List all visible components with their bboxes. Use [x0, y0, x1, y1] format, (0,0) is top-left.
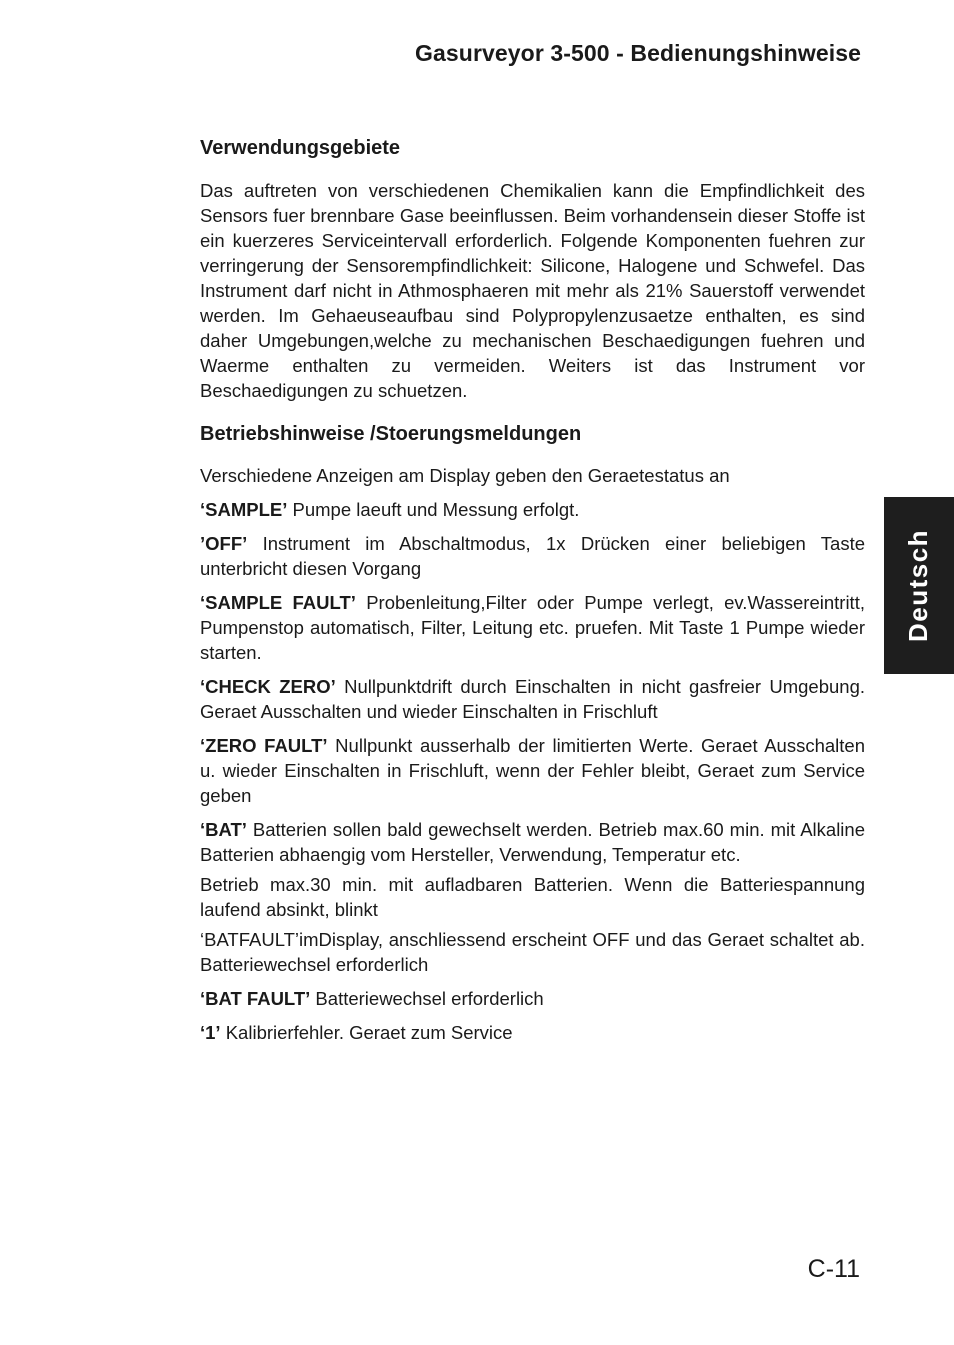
status-entry-check-zero	[200, 674, 865, 724]
status-description: ‘BATFAULT’imDisplay, anschliessend erscheint OFF und das Geraet schaltet ab. Batteriewechsel erforderlich	[200, 929, 865, 975]
status-description: Nullpunktdrift durch Einschalten in nicht gasfreier Umgebung. Geraet Ausschalten und wieder Einschalten in Frischluft	[200, 676, 866, 722]
page-header-title: Gasurveyor 3-500 - Bedienungshinweise	[415, 40, 861, 66]
status-label: ‘ZERO FAULT’	[200, 735, 328, 756]
main-content	[200, 134, 865, 1054]
status-entry-sample	[200, 497, 865, 522]
status-entry-off	[200, 531, 865, 581]
status-label: ‘BAT’	[200, 819, 247, 840]
status-description: Pumpe laeuft und Messung erfolgt.	[287, 499, 580, 520]
status-entry-calibration	[200, 1020, 865, 1045]
status-entry-bat-fault	[200, 986, 865, 1011]
status-entry-bat-rechargeable	[200, 872, 865, 922]
status-entry-bat	[200, 817, 865, 867]
status-description: Nullpunkt ausserhalb der limitierten Werte. Geraet Ausschalten u. wieder Einschalten in Frischluft, wenn der Fehler bleibt, Geraet zum Service geben	[200, 735, 865, 806]
status-description: Kalibrierfehler. Geraet zum Service	[220, 1022, 513, 1043]
status-description: Probenleitung,Filter oder Pumpe verlegt, ev.Wassereintritt, Pumpenstop automatisch, Filter, Leitung etc. pruefen. Mit Taste 1 Pumpe wieder starten.	[200, 592, 865, 663]
status-description: Batteriewechsel erforderlich	[310, 988, 544, 1009]
page-number: C-11	[807, 1255, 860, 1283]
status-description: Instrument im Abschaltmodus, 1x Drücken einer beliebigen Taste unterbricht diesen Vorgang	[200, 533, 865, 579]
status-label: ‘1’	[200, 1022, 221, 1043]
status-entry-batfault-display	[200, 927, 865, 977]
section-heading-verwendungsgebiete: Verwendungsgebiete	[200, 137, 401, 159]
status-label: ‘SAMPLE FAULT’	[200, 592, 356, 613]
status-intro-text: Verschiedene Anzeigen am Display geben den Geraetestatus an	[200, 465, 730, 486]
status-label: ‘CHECK ZERO’	[200, 676, 336, 697]
status-description: Betrieb max.30 min. mit aufladbaren Batterien. Wenn die Batteriespannung laufend absinkt, blinkt	[200, 874, 865, 920]
section-heading-betriebshinweise: Betriebshinweise /Stoerungsmeldungen	[200, 423, 582, 445]
status-entry-sample-fault	[200, 590, 865, 665]
status-entry-zero-fault	[200, 733, 865, 808]
status-description: Batterien sollen bald gewechselt werden. Betrieb max.60 min. mit Alkaline Batterien abhaengig vom Hersteller, Verwendung, Temperatur etc.	[200, 819, 865, 865]
status-label: ‘BAT FAULT’	[200, 988, 311, 1009]
section-body-verwendungsgebiete: Das auftreten von verschiedenen Chemikalien kann die Empfindlichkeit des Sensors fuer brennbare Gase beeinflussen. Beim vorhandensein dieser Stoffe ist ein kuerzeres Serviceintervall erforderlich. Folgende Komponenten fuehren zur verringerung der Sensorempfindlichkeit: Silicone, Halogene und Schwefel. Das Instrument darf nicht in Athmosphaeren mit mehr als 21% Sauerstoff verwendet werden. Im Gehaeuseaufbau sind Polypropylenzusaetze enthalten, es sind daher Umgebungen,welche zu mechanischen Beschaedigungen fuehren und Waerme enthalten zu vermeiden. Weiters ist das Instrument vor Beschaedigungen zu schuetzen.	[200, 180, 865, 401]
language-tab-label: Deutsch	[903, 528, 934, 643]
status-label: ‘SAMPLE’	[200, 499, 288, 520]
status-label: ’OFF’	[200, 533, 248, 554]
language-side-tab	[884, 497, 954, 674]
